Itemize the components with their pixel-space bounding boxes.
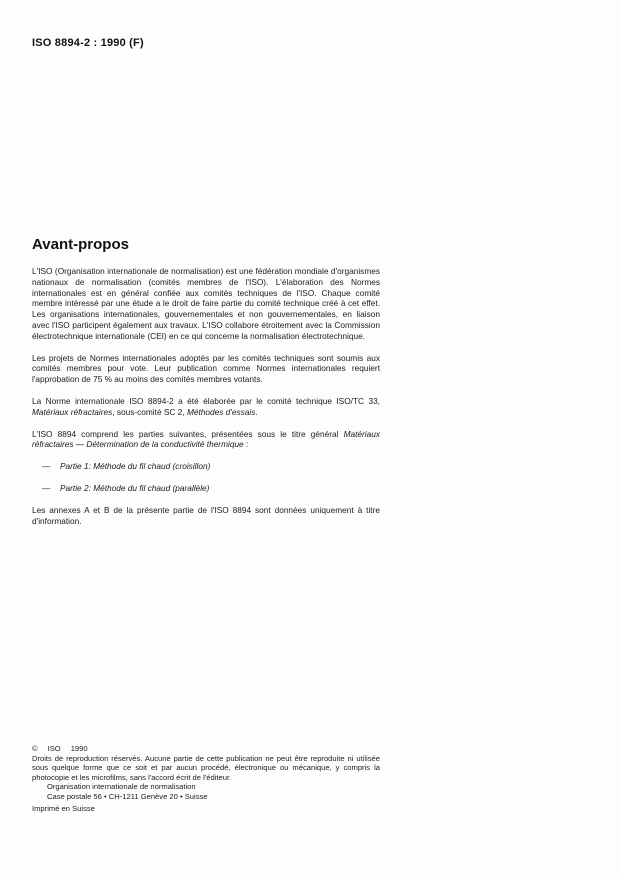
committee-period: . <box>255 406 258 417</box>
paragraph-draft-standards: Les projets de Normes internationales adoptés par les comités techniques sont soumis aux comités membres pour vote. Leur publication comme Normes internationales requiert l'approbation de 75 % au moins des comités membres votants. <box>32 352 380 385</box>
subcommittee-text: , sous-comité SC 2, <box>112 406 187 417</box>
standard-reference-header: ISO 8894-2 : 1990 (F) <box>32 37 144 49</box>
list-dash: — <box>42 461 51 472</box>
paragraph-parts-intro <box>32 429 380 451</box>
paragraph-committee <box>32 396 380 418</box>
publisher-address: Case postale 56 • CH-1211 Genève 20 • Suisse <box>47 791 208 801</box>
list-item-text: Partie 2: Méthode du fil chaud (parallèle) <box>60 482 210 493</box>
rights-notice: Droits de reproduction réservés. Aucune partie de cette publication ne peut être reproduite ni utilisée sous quelque forme que ce soit et par aucun procédé, électronique ou mécanique, y compris la photocopie et les microfilms, sans l'accord écrit de l'éditeur. <box>32 753 380 782</box>
publisher-name: Organisation internationale de normalisation <box>47 782 196 792</box>
list-item <box>32 483 380 494</box>
foreword-body <box>32 266 380 537</box>
copyright-footer <box>32 744 380 813</box>
general-title: Matériaux réfractaires — Détermination de la conductivité thermique <box>32 428 380 450</box>
copyright-org: ISO <box>47 744 61 753</box>
list-item <box>32 461 380 472</box>
copyright-symbol: © <box>32 744 38 753</box>
list-item-text: Partie 1: Méthode du fil chaud (croisillon) <box>60 461 211 472</box>
section-title: Avant-propos <box>32 236 129 253</box>
paragraph-iso-organisation: L'ISO (Organisation internationale de normalisation) est une fédération mondiale d'organismes nationaux de normalisation (comités membres de l'ISO). L'élaboration des Normes internationales est en général confiée aux comités techniques de l'ISO. Chaque comité membre intéressé par une étude a le droit de faire partie du comité technique créé à cet effet. Les organisations internationales, gouvernementales et non gouvernementales, en liaison avec l'ISO participent également aux travaux. L'ISO collabore étroitement avec la Commission électrotechnique internationale (CEI) en ce qui concerne la normalisation électrotechnique. <box>32 266 380 341</box>
paragraph-annexes: Les annexes A et B de la présente partie de l'ISO 8894 sont données uniquement à titre d'information. <box>32 504 380 526</box>
copyright-line <box>32 744 380 754</box>
copyright-year: 1990 <box>70 744 88 753</box>
committee-text: La Norme internationale ISO 8894-2 a été élaborée par le comité technique ISO/TC 33, <box>32 395 380 406</box>
parts-intro-text: L'ISO 8894 comprend les parties suivantes, présentées sous le titre général <box>32 428 344 439</box>
printed-in: Imprimé en Suisse <box>32 803 95 813</box>
list-dash: — <box>42 482 51 493</box>
committee-subject: Matériaux réfractaires <box>32 406 113 417</box>
subcommittee-subject: Méthodes d'essais <box>186 406 256 417</box>
parts-intro-colon: : <box>243 439 249 450</box>
